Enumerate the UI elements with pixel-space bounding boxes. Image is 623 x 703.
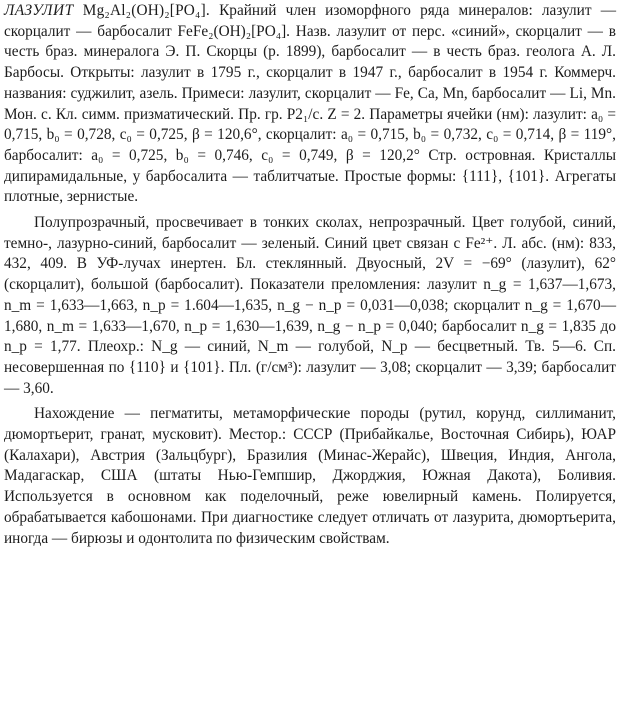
chemical-formula: Mg₂Al₂(OH)₂[PO₄]. bbox=[82, 2, 210, 19]
paragraph-composition-text: Крайний член изоморфного ряда минералов: лазулит — скорцалит — барбосалит FeFe₂(OH)₂[PO₄]. Назв. лазулит от перс. «синий», скорцалит — в честь браз. минералога Э. П. Скорцы (р. 1899), барбосалит — в честь браз. геолога А. Л. Барбосы. Открыты: лазулит в 1795 г., скорцалит в 1947 г., барбосалит в 1954 г. Коммерч. названия: суджилит, азель. Примеси: лазулит, скорцалит — Fe, Ca, Mn, барбосалит — Li, Mn. Мон. с. Кл. симм. призматический. Пр. гр. P2₁/c. Z = 2. Параметры ячейки (нм): лазулит: a₀ = 0,715, b₀ = 0,728, c₀ = 0,725, β = 120,6°, скорцалит: a₀ = 0,715, b₀ = 0,732, c₀ = 0,714, β = 119°, барбосалит: a₀ = 0,725, b₀ = 0,746, c₀ = 0,749, β = 120,2° Стр. островная. Кристаллы дипирамидальные, у барбосалита — таблитчатые. Простые формы: {111}, {101}. Агрегаты плотные, зернистые. bbox=[4, 2, 616, 206]
paragraph-composition bbox=[4, 1, 616, 208]
mineral-title: ЛАЗУЛИТ bbox=[4, 2, 74, 19]
paragraph-properties: Полупрозрачный, просвечивает в тонких сколах, непрозрачный. Цвет голубой, синий, темно-, лазурно-синий, барбосалит — зеленый. Синий цвет связан с Fe²⁺. Л. абс. (нм): 833, 432, 409. В УФ-лучах инертен. Бл. стеклянный. Двуосный, 2V = −69° (лазулит), 62° (скорцалит), большой (барбосалит). Показатели преломления: лазулит n_g = 1,637—1,673, n_m = 1,633—1,663, n_p = 1.604—1,635, n_g − n_p = 0,031—0,038; скорцалит n_g = 1,670—1,680, n_m = 1,633—1,670, n_p = 1,630—1,639, n_g − n_p = 0,040; барбосалит n_g = 1,835 до n_p = 1,77. Плеохр.: N_g — синий, N_m — голубой, N_p — бесцветный. Тв. 5—6. Сп. несовершенная по {110} и {101}. Пл. (г/см³): лазулит — 3,08; скорцалит — 3,39; барбосалит — 3,60. bbox=[4, 214, 616, 397]
article-page bbox=[4, 1, 616, 549]
paragraph-occurrence: Нахождение — пегматиты, метаморфические породы (рутил, корунд, силлиманит, дюмортьерит, гранат, мусковит). Местор.: СССР (Прибайкалье, Восточная Сибирь), ЮАР (Калахари), Австрия (Зальцбург), Бразилия (Минас-Жерайс), Швеция, Индия, Ангола, Мадагаскар, США (штаты Нью-Гемпшир, Джорджия, Южная Дакота), Боливия. Используется в основном как поделочный, реже ювелирный камень. Полируется, обрабатывается кабошонами. При диагностике следует отличать от лазурита, дюмортьерита, иногда — бирюзы и одонтолита по физическим свойствам. bbox=[4, 405, 616, 547]
